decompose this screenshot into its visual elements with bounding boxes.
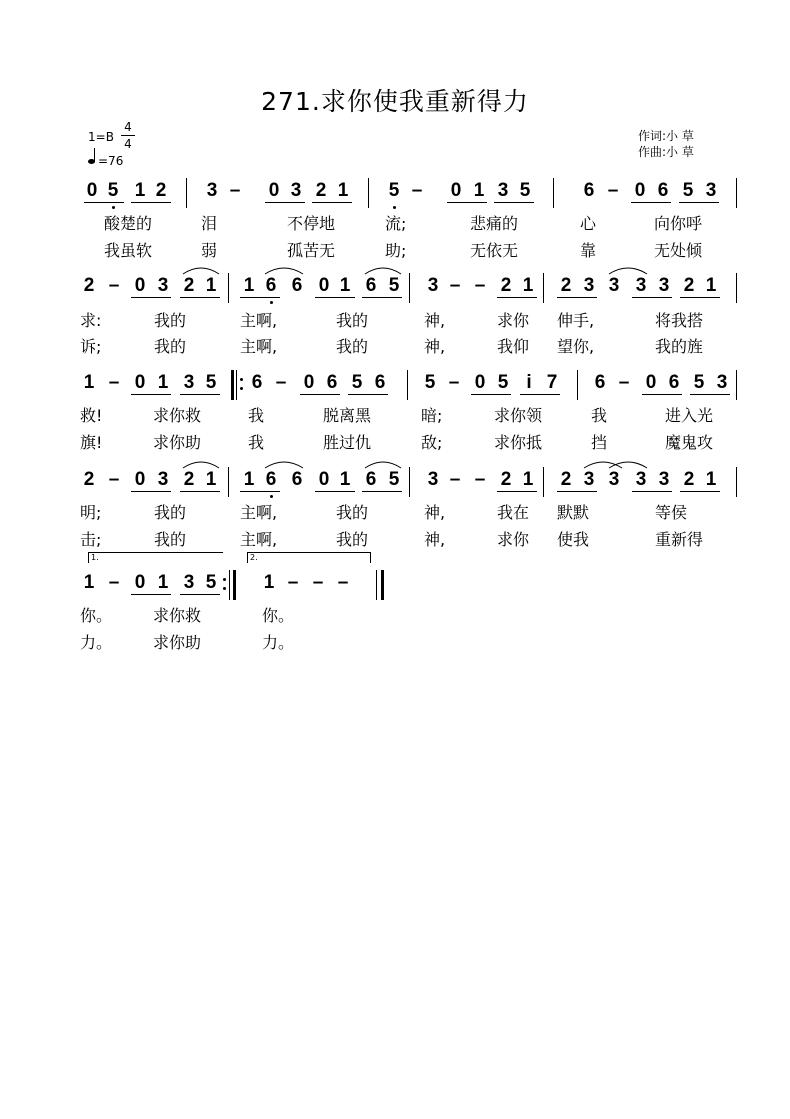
beam-underline (348, 394, 388, 395)
note-digit: 3 (206, 180, 218, 201)
bar-line (543, 467, 544, 497)
lyric-syllable: 进入光 (665, 406, 714, 425)
beam-underline (180, 594, 220, 595)
note-digit: 0 (134, 275, 146, 296)
lyric-syllable: 求: (80, 311, 102, 330)
beam-underline (240, 297, 280, 298)
note-digit: – (607, 180, 619, 201)
lyric-syllable: 主啊, (240, 503, 278, 522)
bar-line (231, 370, 234, 400)
octave-dot (112, 206, 115, 209)
note-digit: – (337, 572, 349, 593)
lyrics-row-5-verse-1 (0, 603, 790, 623)
note-digit: 1 (339, 469, 351, 490)
note-digit: 5 (351, 372, 363, 393)
lyric-syllable: 伸手, (557, 311, 595, 330)
note-digit: 3 (608, 469, 620, 490)
lyric-syllable: 你。 (80, 606, 113, 625)
notation-row-5 (0, 570, 790, 600)
note-digit: 1 (522, 275, 534, 296)
bar-line (409, 273, 410, 303)
bar-line (228, 273, 229, 303)
beam-underline (680, 491, 720, 492)
lyric-syllable: 求你 (497, 311, 530, 330)
slur-arc (182, 265, 220, 275)
beam-underline (497, 297, 537, 298)
beam-underline (265, 202, 305, 203)
note-digit: 6 (374, 372, 386, 393)
note-digit: 1 (339, 275, 351, 296)
note-digit: 5 (497, 372, 509, 393)
bar-line (409, 467, 410, 497)
beam-underline (557, 297, 597, 298)
note-digit: 3 (157, 469, 169, 490)
note-digit: – (474, 469, 486, 490)
bar-line (553, 178, 554, 208)
note-digit: 1 (243, 469, 255, 490)
note-digit: – (448, 372, 460, 393)
note-digit: 0 (134, 572, 146, 593)
note-digit: 6 (326, 372, 338, 393)
bar-line (736, 370, 737, 400)
note-digit: 2 (183, 469, 195, 490)
beam-underline (180, 297, 220, 298)
beam-underline (557, 491, 597, 492)
volta-1: 1. (88, 552, 223, 563)
slur-arc (264, 265, 304, 275)
note-digit: – (449, 469, 461, 490)
note-digit: 6 (657, 180, 669, 201)
bar-line (229, 570, 230, 600)
lyric-syllable: 重新得 (655, 530, 704, 549)
note-digit: 5 (388, 275, 400, 296)
beam-underline (131, 594, 171, 595)
beam-underline (131, 394, 171, 395)
note-digit: 1 (705, 469, 717, 490)
bar-line (736, 178, 737, 208)
tempo-marking: =76 (88, 154, 123, 168)
note-digit: 1 (83, 372, 95, 393)
volta-2: 2. (247, 552, 371, 563)
beam-underline (131, 297, 171, 298)
note-digit: 0 (634, 180, 646, 201)
note-digit: 3 (183, 572, 195, 593)
note-digit: – (108, 275, 120, 296)
note-digit: 1 (263, 572, 275, 593)
slur-arc (264, 459, 304, 469)
beam-underline (632, 491, 672, 492)
note-digit: 0 (450, 180, 462, 201)
bar-line (736, 273, 737, 303)
lyric-syllable: 无依无 (470, 241, 519, 260)
lyric-syllable: 我的 (336, 503, 369, 522)
lyrics-row-1-verse-2 (0, 238, 790, 258)
note-digit: 2 (83, 469, 95, 490)
lyric-syllable: 救! (80, 406, 103, 425)
lyric-syllable: 敌; (421, 433, 443, 452)
note-digit: 6 (265, 469, 277, 490)
lyric-syllable: 我的 (154, 503, 187, 522)
lyric-syllable: 我在 (497, 503, 530, 522)
note-digit: 5 (388, 180, 400, 201)
lyric-syllable: 心 (580, 214, 597, 233)
lyrics-row-2-verse-2 (0, 334, 790, 354)
lyric-syllable: 我的 (154, 337, 187, 356)
note-digit: 2 (683, 275, 695, 296)
note-digit: 6 (265, 275, 277, 296)
note-digit: 1 (205, 469, 217, 490)
lyric-syllable: 力。 (80, 633, 113, 652)
lyric-syllable: 我仰 (497, 337, 530, 356)
notation-row-4 (0, 467, 790, 497)
octave-dot (270, 301, 273, 304)
note-digit: 5 (388, 469, 400, 490)
note-digit: – (108, 572, 120, 593)
beam-underline (679, 202, 719, 203)
beam-underline (240, 491, 280, 492)
bar-line (228, 467, 229, 497)
note-digit: 1 (473, 180, 485, 201)
lyric-syllable: 助; (385, 241, 407, 260)
lyricist-credit: 作词:小 草 (638, 129, 694, 143)
beam-underline (497, 491, 537, 492)
note-digit: – (229, 180, 241, 201)
note-digit: 5 (205, 372, 217, 393)
note-digit: 5 (107, 180, 119, 201)
lyric-syllable: 求你救 (153, 406, 202, 425)
bar-line (577, 370, 578, 400)
note-digit: 5 (424, 372, 436, 393)
octave-dot (240, 378, 243, 381)
note-digit: 1 (337, 180, 349, 201)
beam-underline (180, 394, 220, 395)
lyrics-row-1-verse-1 (0, 211, 790, 231)
beam-underline (471, 394, 511, 395)
lyric-syllable: 神, (424, 311, 446, 330)
note-digit: – (411, 180, 423, 201)
time-signature: 4 4 (121, 120, 135, 151)
octave-dot (240, 387, 243, 390)
quarter-note-icon (88, 159, 95, 164)
note-digit: 6 (365, 275, 377, 296)
bar-line (233, 570, 236, 600)
note-digit: 3 (497, 180, 509, 201)
lyric-syllable: 明; (80, 503, 102, 522)
note-digit: 0 (268, 180, 280, 201)
lyrics-row-3-verse-1 (0, 403, 790, 423)
lyric-syllable: 使我 (557, 530, 590, 549)
lyric-syllable: 求你救 (153, 606, 202, 625)
note-digit: 3 (608, 275, 620, 296)
lyrics-row-4-verse-2 (0, 527, 790, 547)
lyric-syllable: 旗! (80, 433, 103, 452)
lyric-syllable: 求你助 (153, 633, 202, 652)
lyric-syllable: 我的 (154, 530, 187, 549)
note-digit: 5 (682, 180, 694, 201)
note-digit: 2 (500, 275, 512, 296)
slur-arc (608, 265, 648, 275)
lyric-syllable: 主啊, (240, 311, 278, 330)
notation-row-3 (0, 370, 790, 400)
lyric-syllable: 主啊, (240, 337, 278, 356)
lyric-syllable: 暗; (421, 406, 443, 425)
note-digit: 6 (251, 372, 263, 393)
lyric-syllable: 不停地 (287, 214, 336, 233)
lyric-syllable: 我 (248, 433, 265, 452)
note-digit: 1 (83, 572, 95, 593)
lyric-syllable: 你。 (262, 606, 295, 625)
note-digit: 2 (500, 469, 512, 490)
note-digit: 1 (157, 372, 169, 393)
note-digit: 3 (716, 372, 728, 393)
note-digit: 1 (522, 469, 534, 490)
lyric-syllable: 靠 (580, 241, 597, 260)
bar-line (186, 178, 187, 208)
note-digit: 6 (291, 469, 303, 490)
lyrics-row-2-verse-1 (0, 308, 790, 328)
beam-underline (680, 297, 720, 298)
lyrics-row-5-verse-2 (0, 630, 790, 650)
note-digit: 3 (658, 469, 670, 490)
lyric-syllable: 神, (424, 503, 446, 522)
beam-underline (131, 202, 171, 203)
slur-arc (182, 459, 220, 469)
note-digit: 3 (183, 372, 195, 393)
note-digit: 5 (519, 180, 531, 201)
note-digit: – (287, 572, 299, 593)
lyric-syllable: 求你抵 (494, 433, 543, 452)
beam-underline (315, 491, 355, 492)
note-digit: – (449, 275, 461, 296)
lyrics-row-3-verse-2 (0, 430, 790, 450)
lyric-syllable: 神, (424, 530, 446, 549)
lyric-syllable: 我的旌 (655, 337, 704, 356)
note-digit: 3 (583, 469, 595, 490)
note-digit: 0 (134, 372, 146, 393)
note-digit: – (618, 372, 630, 393)
note-digit: 5 (693, 372, 705, 393)
beam-underline (312, 202, 352, 203)
bar-line (407, 370, 408, 400)
lyric-syllable: 我的 (336, 530, 369, 549)
note-digit: 0 (318, 275, 330, 296)
lyric-syllable: 挡 (591, 433, 608, 452)
credits (638, 128, 694, 160)
slur-arc (364, 265, 402, 275)
page-title: 271.求你使我重新得力 (261, 87, 529, 116)
lyric-syllable: 流; (385, 214, 407, 233)
lyric-syllable: 孤苦无 (287, 241, 336, 260)
note-digit: 0 (318, 469, 330, 490)
note-digit: 7 (546, 372, 558, 393)
lyric-syllable: 求你 (497, 530, 530, 549)
lyric-syllable: 向你呼 (654, 214, 703, 233)
lyric-syllable: 脱离黑 (323, 406, 372, 425)
note-digit: 6 (365, 469, 377, 490)
note-digit: 3 (427, 469, 439, 490)
lyric-syllable: 力。 (262, 633, 295, 652)
note-digit: 6 (594, 372, 606, 393)
note-digit: – (275, 372, 287, 393)
lyric-syllable: 弱 (201, 241, 218, 260)
octave-dot (270, 495, 273, 498)
note-digit: 0 (645, 372, 657, 393)
lyric-syllable: 神, (424, 337, 446, 356)
lyric-syllable: 泪 (201, 214, 218, 233)
beam-underline (300, 394, 340, 395)
beam-underline (520, 394, 560, 395)
note-digit: 3 (658, 275, 670, 296)
lyric-syllable: 望你, (557, 337, 595, 356)
note-digit: 2 (155, 180, 167, 201)
note-digit: 1 (134, 180, 146, 201)
note-digit: 1 (705, 275, 717, 296)
lyric-syllable: 默默 (557, 503, 590, 522)
composer-credit: 作曲:小 草 (638, 145, 694, 159)
note-digit: i (526, 372, 532, 393)
lyric-syllable: 魔鬼攻 (665, 433, 714, 452)
beam-underline (362, 491, 402, 492)
lyric-syllable: 悲痛的 (470, 214, 519, 233)
beam-underline (131, 491, 171, 492)
note-digit: 2 (183, 275, 195, 296)
note-digit: 3 (427, 275, 439, 296)
beam-underline (362, 297, 402, 298)
note-digit: 3 (635, 275, 647, 296)
note-digit: 2 (560, 469, 572, 490)
lyric-syllable: 我的 (154, 311, 187, 330)
octave-dot (393, 206, 396, 209)
lyric-syllable: 等侯 (655, 503, 688, 522)
note-digit: 1 (205, 275, 217, 296)
lyric-syllable: 击; (80, 530, 102, 549)
note-digit: – (474, 275, 486, 296)
note-digit: 6 (668, 372, 680, 393)
key-signature: 1=B (88, 130, 114, 144)
bar-line (376, 570, 377, 600)
note-digit: 3 (290, 180, 302, 201)
note-digit: 3 (635, 469, 647, 490)
beam-underline (642, 394, 682, 395)
lyrics-row-4-verse-1 (0, 500, 790, 520)
lyric-syllable: 无处倾 (654, 241, 703, 260)
beam-underline (315, 297, 355, 298)
beam-underline (631, 202, 671, 203)
lyric-syllable: 我的 (336, 311, 369, 330)
bar-line (543, 273, 544, 303)
note-digit: 2 (560, 275, 572, 296)
note-digit: 1 (157, 572, 169, 593)
bar-line (381, 570, 384, 600)
bar-line (736, 467, 737, 497)
note-digit: – (108, 469, 120, 490)
beam-underline (84, 202, 124, 203)
note-digit: 5 (205, 572, 217, 593)
notation-row-2 (0, 273, 790, 303)
notation-row-1 (0, 178, 790, 208)
note-digit: 3 (705, 180, 717, 201)
note-digit: – (312, 572, 324, 593)
beam-underline (180, 491, 220, 492)
lyric-syllable: 我的 (336, 337, 369, 356)
lyric-syllable: 主啊, (240, 530, 278, 549)
note-digit: 0 (86, 180, 98, 201)
note-digit: 0 (474, 372, 486, 393)
octave-dot (223, 578, 226, 581)
note-digit: 0 (134, 469, 146, 490)
note-digit: 6 (291, 275, 303, 296)
bar-line (368, 178, 369, 208)
lyric-syllable: 将我搭 (655, 311, 704, 330)
lyric-syllable: 我 (591, 406, 608, 425)
lyric-syllable: 胜过仇 (323, 433, 372, 452)
beam-underline (632, 297, 672, 298)
lyric-syllable: 我 (248, 406, 265, 425)
beam-underline (447, 202, 487, 203)
note-digit: 2 (83, 275, 95, 296)
bar-line (236, 370, 237, 400)
note-digit: 1 (243, 275, 255, 296)
beam-underline (690, 394, 730, 395)
lyric-syllable: 诉; (80, 337, 102, 356)
note-digit: 3 (157, 275, 169, 296)
lyric-syllable: 求你助 (153, 433, 202, 452)
note-digit: 3 (583, 275, 595, 296)
beam-underline (494, 202, 534, 203)
lyric-syllable: 酸楚的 (104, 214, 153, 233)
note-digit: 2 (315, 180, 327, 201)
lyric-syllable: 求你领 (494, 406, 543, 425)
octave-dot (223, 587, 226, 590)
note-digit: 0 (303, 372, 315, 393)
lyric-syllable: 我虽软 (104, 241, 153, 260)
slur-arc (608, 459, 648, 469)
note-digit: 2 (683, 469, 695, 490)
slur-arc (364, 459, 402, 469)
note-digit: 6 (583, 180, 595, 201)
note-digit: – (108, 372, 120, 393)
